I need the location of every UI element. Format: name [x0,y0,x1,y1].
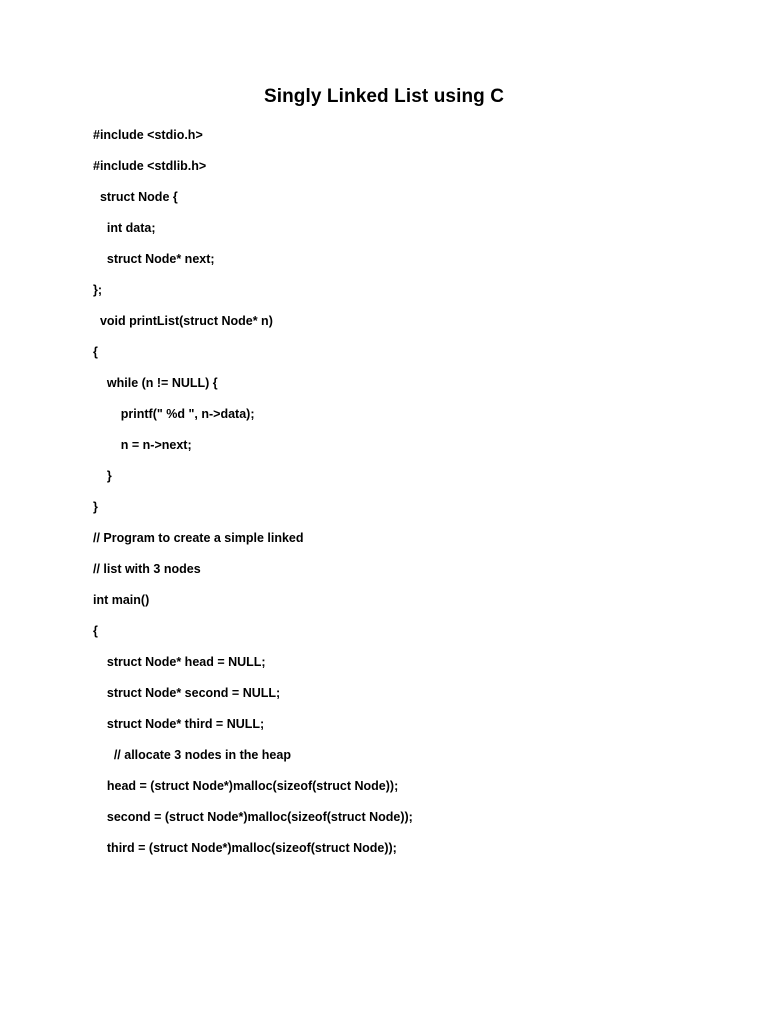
code-line: second = (struct Node*)malloc(sizeof(struct Node)); [93,810,413,824]
code-line: } [93,469,112,483]
code-line: } [93,500,98,514]
code-line: struct Node* second = NULL; [93,686,281,700]
code-line: struct Node* next; [93,252,215,266]
code-line: struct Node* third = NULL; [93,717,265,731]
code-line: #include <stdio.h> [93,128,203,142]
code-line: head = (struct Node*)malloc(sizeof(struct Node)); [93,779,399,793]
code-block [93,126,413,870]
code-line: #include <stdlib.h> [93,159,207,173]
document-title: Singly Linked List using C [263,86,505,107]
code-line: void printList(struct Node* n) [93,314,273,328]
code-line: { [93,345,98,359]
code-line: while (n != NULL) { [93,376,218,390]
code-line: { [93,624,98,638]
code-line: struct Node* head = NULL; [93,655,266,669]
code-line: n = n->next; [93,438,192,452]
code-line: int main() [93,593,150,607]
code-line: // list with 3 nodes [93,562,201,576]
code-line: third = (struct Node*)malloc(sizeof(struct Node)); [93,841,397,855]
code-line: }; [93,283,103,297]
code-line: // allocate 3 nodes in the heap [93,748,291,762]
code-line: // Program to create a simple linked [93,531,304,545]
code-line: int data; [93,221,156,235]
code-line: printf(" %d ", n->data); [93,407,255,421]
code-line: struct Node { [93,190,178,204]
